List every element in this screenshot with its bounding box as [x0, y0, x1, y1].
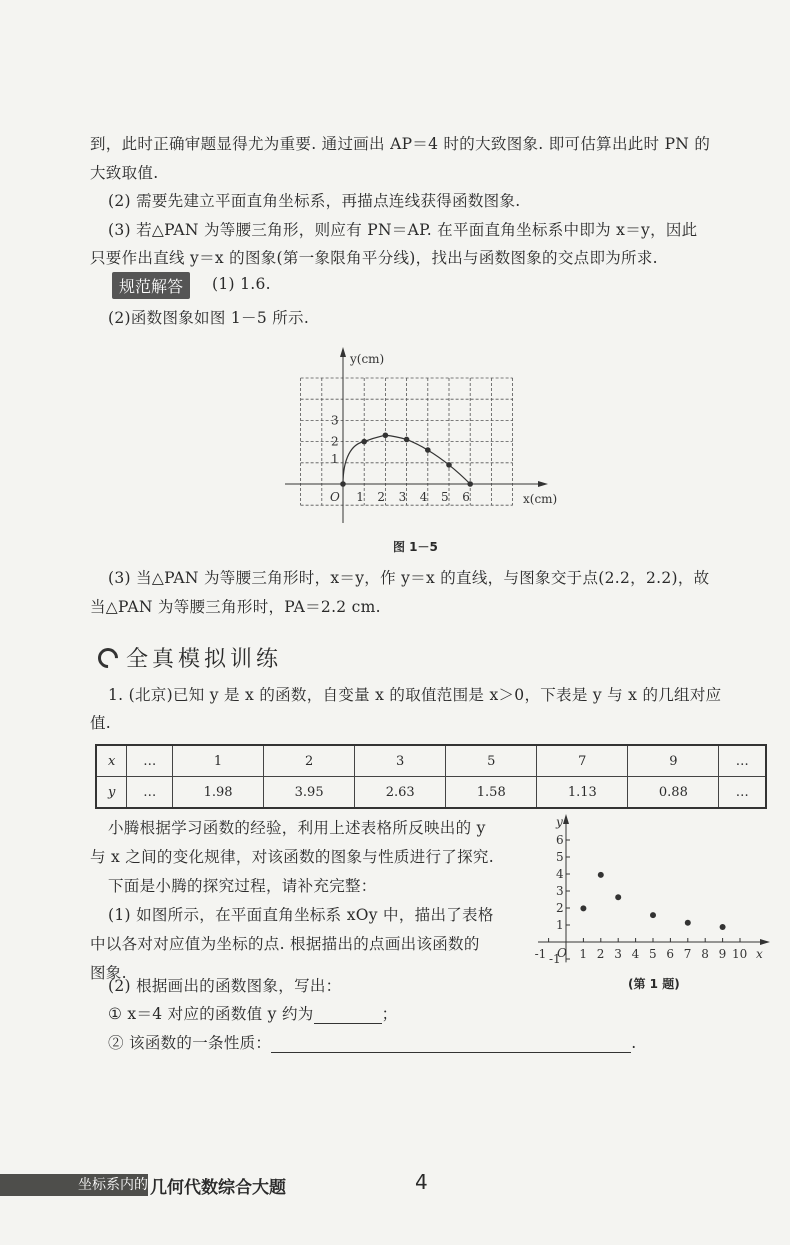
x-tick-label: 5	[441, 490, 449, 504]
table-cell: 7	[537, 745, 628, 777]
x-tick-label: 6	[462, 490, 470, 504]
x-tick-label: 2	[377, 490, 386, 504]
data-point	[340, 481, 346, 487]
origin-label: O	[557, 946, 567, 960]
table-cell: 1.13	[537, 777, 628, 809]
table-cell: 1	[173, 745, 264, 777]
x-tick-label: -1	[534, 947, 547, 961]
table-row-y	[96, 777, 766, 809]
x-axis-label: x(cm)	[523, 492, 558, 506]
sub2-text: ② 该函数的一条性质：	[108, 1034, 272, 1052]
y-axis-arrow	[340, 347, 346, 357]
table-cell: …	[719, 777, 766, 809]
value-table	[95, 744, 767, 809]
table-row-x	[96, 745, 766, 777]
data-point	[383, 432, 389, 438]
question-line: 值.	[90, 714, 112, 732]
table-cell: 1.98	[173, 777, 264, 809]
data-point	[720, 924, 726, 930]
sub1-suffix: ；	[381, 1005, 398, 1023]
x-axis-arrow	[760, 939, 770, 945]
data-point	[580, 905, 586, 911]
y-axis-arrow	[563, 814, 569, 824]
y-tick-label: -1	[549, 952, 561, 966]
section-icon	[94, 643, 122, 671]
analysis-line: (3) 若△PAN 为等腰三角形，则应有 PN＝AP. 在平面直角坐标系中即为 x＝y，因此	[108, 221, 698, 239]
analysis-line: 到，此时正确审题显得尤为重要. 通过画出 AP＝4 时的大致图象. 即可估算出此时 PN 的	[90, 135, 711, 153]
sub2-suffix: .	[631, 1034, 637, 1052]
data-point	[425, 447, 431, 453]
origin-label: O	[330, 490, 340, 504]
table-cell: 5	[446, 745, 537, 777]
x-tick-label: 4	[631, 947, 640, 961]
analysis-line: 大致取值.	[90, 164, 159, 182]
sub1-text: ① x＝4 对应的函数值 y 约为	[108, 1005, 314, 1023]
figure-caption: 图 1－5	[393, 540, 438, 554]
y-tick-label: 2	[331, 434, 339, 449]
table-cell: y	[96, 777, 127, 809]
analysis-line: 只要作出直线 y＝x 的图象(第一象限角平分线)，找出与函数图象的交点即为所求.	[90, 249, 658, 267]
x-tick-label: 7	[683, 947, 692, 961]
y-tick-label: 2	[556, 901, 564, 915]
solution-tag: 规范解答	[112, 272, 190, 299]
question-body-line: 中以各对对应值为坐标的点. 根据描出的点画出该函数的	[90, 935, 480, 953]
table-cell: x	[96, 745, 127, 777]
x-tick-label: 4	[419, 490, 428, 504]
question-body-line: 小腾根据学习函数的经验，利用上述表格所反映出的 y	[108, 819, 486, 837]
y-axis-label: y(cm)	[350, 352, 385, 366]
section-title: 全真模拟训练	[126, 647, 283, 672]
section-heading	[98, 642, 282, 673]
x-axis-label: x	[756, 947, 763, 961]
question-body-line: 与 x 之间的变化规律，对该函数的图象与性质进行了探究.	[90, 848, 494, 866]
solution-part3-line: (3) 当△PAN 为等腰三角形时，x＝y，作 y＝x 的直线，与图象交于点(2.2，2.2)，故	[108, 569, 710, 587]
x-axis-arrow	[538, 481, 548, 487]
footer-band: 坐标系内的	[0, 1174, 148, 1196]
table-cell: 3.95	[264, 777, 355, 809]
x-tick-label: 3	[398, 490, 407, 504]
question-body-line: (1) 如图所示，在平面直角坐标系 xOy 中，描出了表格	[108, 906, 494, 924]
table-cell: 2.63	[355, 777, 446, 809]
question-body-line: 图象.	[90, 964, 127, 982]
data-point	[685, 920, 691, 926]
y-tick-label: 1	[331, 451, 339, 466]
footer-title: 几何代数综合大题	[150, 1178, 286, 1198]
x-tick-label: 1	[356, 490, 364, 504]
figure-question-1	[530, 812, 780, 972]
x-tick-label: 10	[732, 947, 748, 961]
table-cell: 3	[355, 745, 446, 777]
answer-blank-2[interactable]	[271, 1034, 631, 1053]
question-body-line: (2) 根据画出的函数图象，写出：	[108, 977, 342, 995]
x-tick-label: 2	[596, 947, 605, 961]
y-tick-label: 1	[556, 918, 564, 932]
table-cell: 9	[628, 745, 719, 777]
data-point	[404, 437, 410, 443]
page-number: 4	[415, 1170, 428, 1194]
analysis-line: (2) 需要先建立平面直角坐标系，再描点连线获得函数图象.	[108, 192, 521, 210]
question-body-line: 下面是小腾的探究过程，请补充完整：	[108, 877, 377, 895]
solution-part2: (2)函数图象如图 1－5 所示.	[108, 309, 310, 327]
x-tick-label: 6	[666, 947, 675, 961]
x-tick-label: 8	[701, 947, 709, 961]
x-tick-label: 1	[579, 947, 588, 961]
data-point	[615, 894, 621, 900]
data-point	[467, 481, 473, 487]
data-point	[361, 439, 367, 445]
y-tick-label: 3	[331, 413, 339, 428]
data-point	[446, 462, 452, 468]
x-tick-label: 9	[718, 947, 727, 961]
y-axis-label: y	[556, 815, 563, 829]
question-line: 1. (北京)已知 y 是 x 的函数，自变量 x 的取值范围是 x＞0，下表是 y 与 x 的几组对应	[108, 686, 722, 704]
answer-blank-1[interactable]	[314, 1005, 382, 1024]
y-tick-label: 6	[556, 833, 564, 847]
y-tick-label: 5	[556, 850, 564, 864]
figure-1-5	[280, 345, 560, 535]
sub-question-2	[108, 1031, 636, 1053]
x-tick-label: 3	[614, 947, 622, 961]
data-point	[650, 912, 656, 918]
table-cell: …	[127, 777, 173, 809]
solution-part1: (1) 1.6.	[212, 275, 271, 293]
data-point	[598, 872, 604, 878]
figure-caption: (第 1 题)	[628, 977, 680, 991]
y-tick-label: 4	[556, 867, 564, 881]
y-tick-label: 3	[556, 884, 564, 898]
table-cell: 1.58	[446, 777, 537, 809]
sub-question-1	[108, 1002, 397, 1024]
solution-part3-line: 当△PAN 为等腰三角形时，PA＝2.2 cm.	[90, 598, 381, 616]
x-tick-label: 5	[649, 947, 657, 961]
table-cell: 2	[264, 745, 355, 777]
table-cell: …	[127, 745, 173, 777]
table-cell: …	[719, 745, 766, 777]
table-cell: 0.88	[628, 777, 719, 809]
